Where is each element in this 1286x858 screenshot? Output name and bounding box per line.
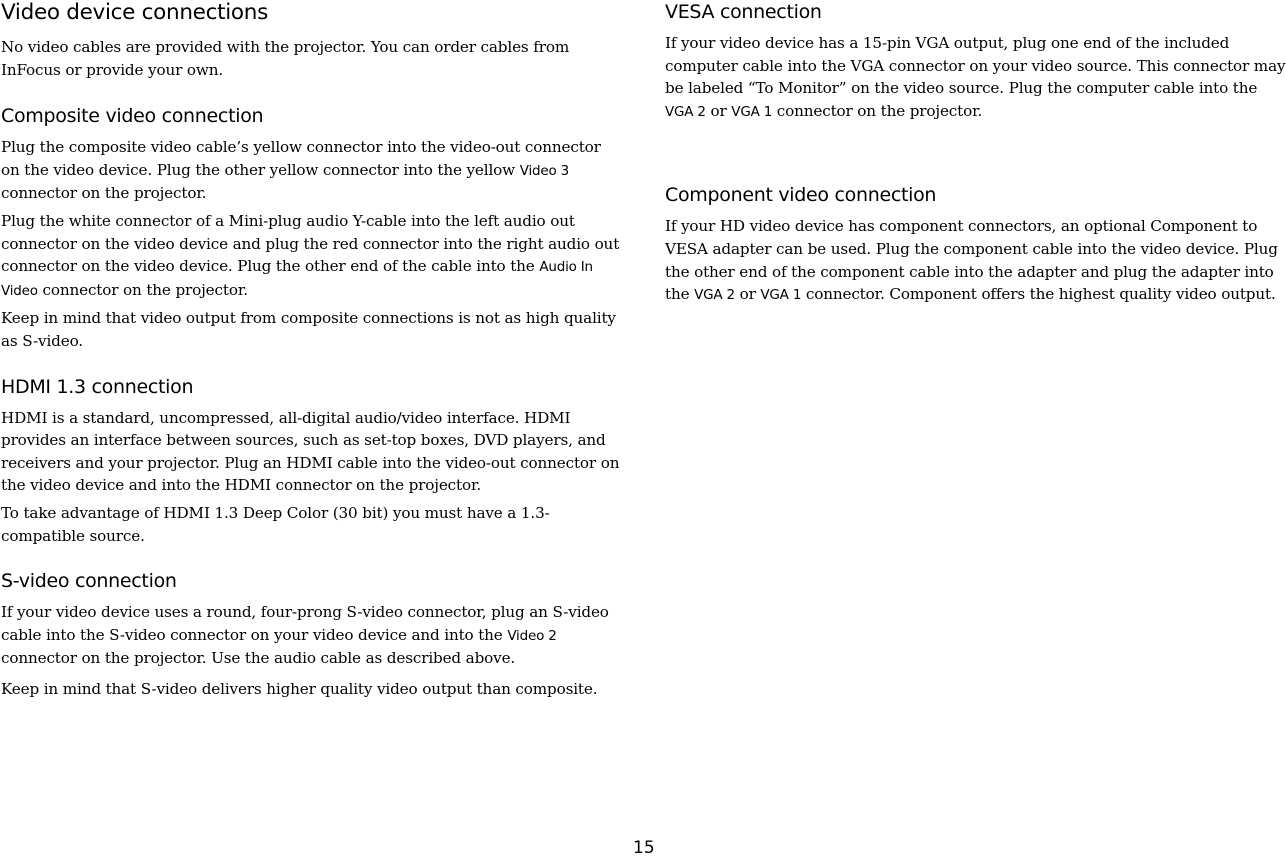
component-paragraph: If your HD video device has component connectors, an optional Component to VESA adapter can be used. Plug the component cable into the video device. Plug the other end of the component cable into the adapter and plug the adapter into the VGA 2 or VGA 1 connector. Component offers the highest quality video output. <box>665 217 1278 304</box>
audio-in-video-label: Audio In Video <box>1 259 593 299</box>
hdmi-paragraph-2: To take advantage of HDMI 1.3 Deep Color (30 bit) you must have a 1.3-compatible source. <box>1 503 550 545</box>
hdmi-heading: HDMI 1.3 connection <box>1 375 194 398</box>
composite-paragraph-1: Plug the composite video cable’s yellow connector into the video-out connector on the video device. Plug the other yellow connector into the yellow Video 3 connector on the projector. <box>1 138 601 203</box>
video-3-label: Video 3 <box>519 162 570 179</box>
svideo-paragraph-2: Keep in mind that S-video delivers higher quality video output than composite. <box>1 679 598 698</box>
vga-1-label: VGA 1 <box>760 287 802 304</box>
page-title: Video device connections <box>1 0 268 25</box>
composite-paragraph-2: Plug the white connector of a Mini-plug audio Y-cable into the left audio out connector on the video device and plug the red connector into the right audio out connector on the video device. Plug the other end of the cable into the Audio In Video connector on the projector. <box>1 211 620 299</box>
composite-paragraph-3: Keep in mind that video output from composite connections is not as high quality as S-video. <box>1 309 616 350</box>
intro-paragraph: No video cables are provided with the projector. You can order cables from InFocus or provide your own. <box>1 38 570 79</box>
composite-heading: Composite video connection <box>1 105 264 128</box>
video-2-label: Video 2 <box>507 627 557 644</box>
hdmi-paragraph-1: HDMI is a standard, uncompressed, all-digital audio/video interface. HDMI provides an interface between sources, such as set-top boxes, DVD players, and receivers and your projector. Plug an HDMI cable into the video-out connector on the video device and into the HDMI connector on the projector. <box>1 408 620 495</box>
vesa-paragraph: If your video device has a 15-pin VGA output, plug one end of the included computer cable into the VGA connector on your video source. This connector may be labeled “To Monitor” on the video source. Plug the computer cable into the VGA 2 or VGA 1 connector on the projector. <box>665 34 1286 120</box>
svideo-heading: S-video connection <box>1 570 177 593</box>
page-number: 15 <box>633 838 655 858</box>
svideo-paragraph-1: If your video device uses a round, four-prong S-video connector, plug an S-video cable into the S-video connector on your video device and into the Video 2 connector on the projector. Use the audio cable as described above. <box>1 603 609 668</box>
left-column <box>1 0 621 700</box>
vga-2-label: VGA 2 <box>694 287 735 304</box>
component-heading: Component video connection <box>665 184 937 207</box>
vga-2-label: VGA 2 <box>665 103 706 120</box>
vga-1-label: VGA 1 <box>731 103 773 120</box>
right-column <box>665 0 1286 307</box>
vesa-heading: VESA connection <box>665 1 822 23</box>
